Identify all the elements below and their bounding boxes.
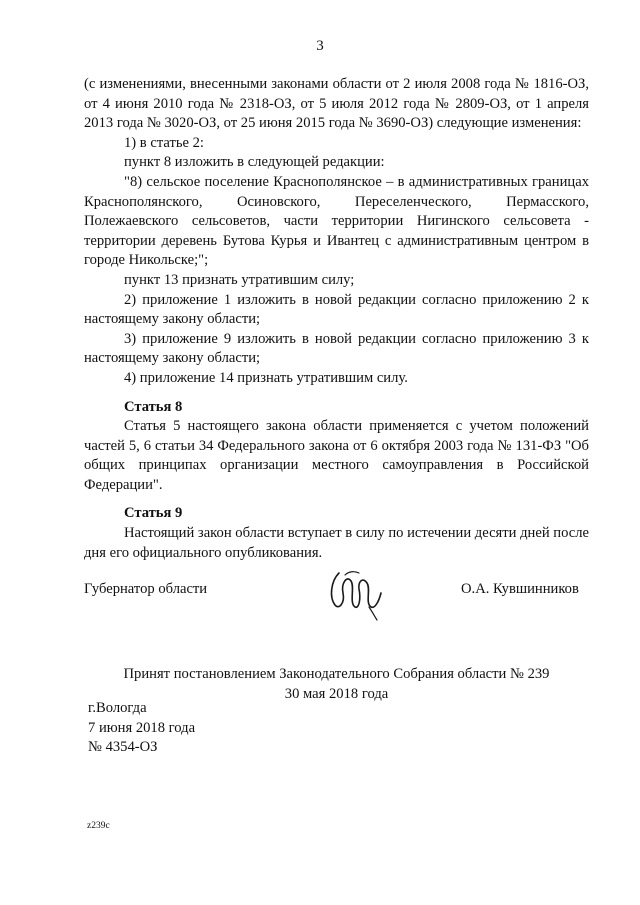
amendment-item: пункт 13 признать утратившим силу; (124, 271, 355, 288)
law-date: 7 июня 2018 года (88, 719, 196, 736)
place-date-block (88, 699, 195, 758)
document-body (84, 75, 589, 563)
article-8-text: Статья 5 настоящего закона области применяется с учетом положений частей 5, 6 статьи 34 Федерального закона от 6 октября 2003 года № 131-ФЗ "Об общих принципах организации местного самоуправления в Российской Федерации". (84, 418, 589, 493)
adoption-line: Принят постановлением Законодательного Собрания области № 239 (123, 666, 550, 682)
intro-paragraph: (с изменениями, внесенными законами области от 2 июля 2008 года № 1816-ОЗ, от 4 июня 2010 года № 2318-ОЗ, от 5 июля 2012 года № 2809-ОЗ, от 1 апреля 2013 года № 3020-ОЗ, от 25 июня 2015 года № 3690-ОЗ) следующие изменения: (84, 76, 589, 132)
page-number: 3 (316, 38, 324, 54)
article-8-heading: Статья 8 (124, 398, 183, 415)
amendment-item: "8) сельское поселение Краснополянское – в административных границах Краснополянского, Осиновского, Переселенческого, Пермасского, Полежаевского сельсоветов, части территории Нигинского сельсовета - территории деревень Бутова Курья и Ивантец с административным центром в городе Никольске;"; (84, 173, 589, 269)
signatory-name: О.А. Кувшинников (461, 581, 579, 597)
document-code: z239c (87, 821, 110, 831)
signatory-title: Губернатор области (84, 581, 208, 597)
amendment-item: 3) приложение 9 изложить в новой редакции согласно приложению 3 к настоящему закону области; (84, 330, 589, 367)
article-9-text: Настоящий закон области вступает в силу по истечении десяти дней после дня его официального опубликования. (84, 525, 589, 561)
amendment-item: 1) в статье 2: (124, 134, 204, 151)
amendment-item: пункт 8 изложить в следующей редакции: (124, 154, 385, 171)
law-number: № 4354-ОЗ (88, 739, 158, 756)
article-9-heading: Статья 9 (124, 505, 183, 522)
amendment-item: 4) приложение 14 признать утратившим силу. (124, 369, 408, 386)
adoption-date: 30 мая 2018 года (284, 685, 389, 702)
amendment-item: 2) приложение 1 изложить в новой редакции согласно приложению 2 к настоящему закону области; (84, 291, 589, 328)
city: г.Вологда (88, 700, 147, 716)
signature-icon (325, 563, 387, 621)
